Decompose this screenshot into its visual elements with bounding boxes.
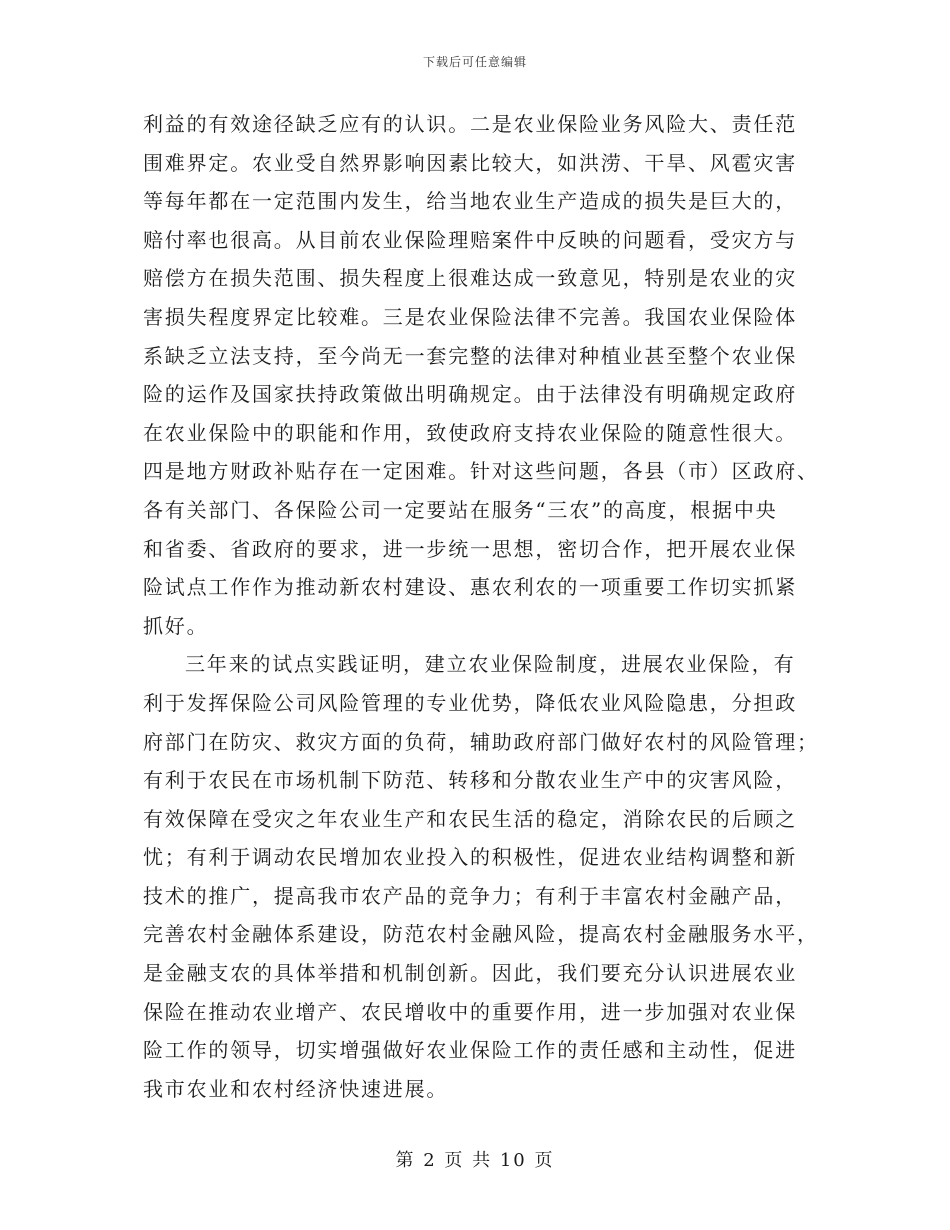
- text-line: 有效保障在受灾之年农业生产和农民生活的稳定，消除农民的后顾之: [143, 806, 797, 831]
- text-line: 害损失程度界定比较难。三是农业保险法律不完善。我国农业保险体: [143, 304, 797, 329]
- text-line: 四是地方财政补贴存在一定困难。针对这些问题，各县（市）区政府、: [143, 459, 819, 484]
- text-line: 围难界定。农业受自然界影响因素比较大，如洪涝、干旱、风雹灾害: [143, 150, 797, 175]
- text-line: 等每年都在一定范围内发生，给当地农业生产造成的损失是巨大的，: [143, 189, 797, 214]
- text-line: 三年来的试点实践证明，建立农业保险制度，进展农业保险，有: [185, 652, 796, 677]
- text-line: 抓好。: [143, 613, 209, 638]
- text-line: 赔偿方在损失范围、损失程度上很难达成一致意见，特别是农业的灾: [143, 266, 797, 291]
- page-header: 下载后可任意编辑: [422, 55, 527, 69]
- text-line: 险试点工作作为推动新农村建设、惠农利农的一项重要工作切实抓紧: [143, 575, 797, 600]
- text-line: 是金融支农的具体举措和机制创新。因此，我们要充分认识进展农业: [143, 961, 797, 986]
- text-line: 府部门在防灾、救灾方面的负荷，辅助政府部门做好农村的风险管理；: [143, 729, 819, 754]
- text-line: 利益的有效途径缺乏应有的认识。二是农业保险业务风险大、责任范: [143, 112, 797, 136]
- text-line: 险工作的领导，切实增强做好农业保险工作的责任感和主动性，促进: [143, 1038, 797, 1063]
- text-line: 忧；有利于调动农民增加农业投入的积极性，促进农业结构调整和新: [143, 845, 797, 870]
- text-line: 有利于农民在市场机制下防范、转移和分散农业生产中的灾害风险，: [143, 768, 797, 793]
- text-line: 技术的推广，提高我市农产品的竞争力；有利于丰富农村金融产品，: [143, 883, 797, 908]
- text-line: 各有关部门、各保险公司一定要站在服务“三农”的高度，根据中央: [143, 497, 778, 522]
- text-line: 完善农村金融体系建设，防范农村金融风险，提高农村金融服务水平，: [143, 922, 819, 947]
- paragraph-1: [143, 105, 819, 645]
- text-line: 在农业保险中的职能和作用，致使政府支持农业保险的随意性很大。: [143, 420, 797, 445]
- text-line: 险的运作及国家扶持政策做出明确规定。由于法律没有明确规定政府: [143, 382, 797, 407]
- paragraph-2: [143, 645, 819, 1108]
- document-body: [143, 105, 819, 1108]
- page-number-footer: 第 2 页 共 10 页: [395, 1150, 555, 1171]
- text-line: 和省委、省政府的要求，进一步统一思想，密切合作，把开展农业保: [143, 536, 797, 561]
- text-line: 赔付率也很高。从目前农业保险理赔案件中反映的问题看，受灾方与: [143, 227, 797, 252]
- text-line: 保险在推动农业增产、农民增收中的重要作用，进一步加强对农业保: [143, 999, 797, 1024]
- text-line: 我市农业和农村经济快速进展。: [143, 1076, 449, 1101]
- text-line: 利于发挥保险公司风险管理的专业优势，降低农业风险隐患，分担政: [143, 690, 797, 715]
- text-line: 系缺乏立法支持，至今尚无一套完整的法律对种植业甚至整个农业保: [143, 343, 797, 368]
